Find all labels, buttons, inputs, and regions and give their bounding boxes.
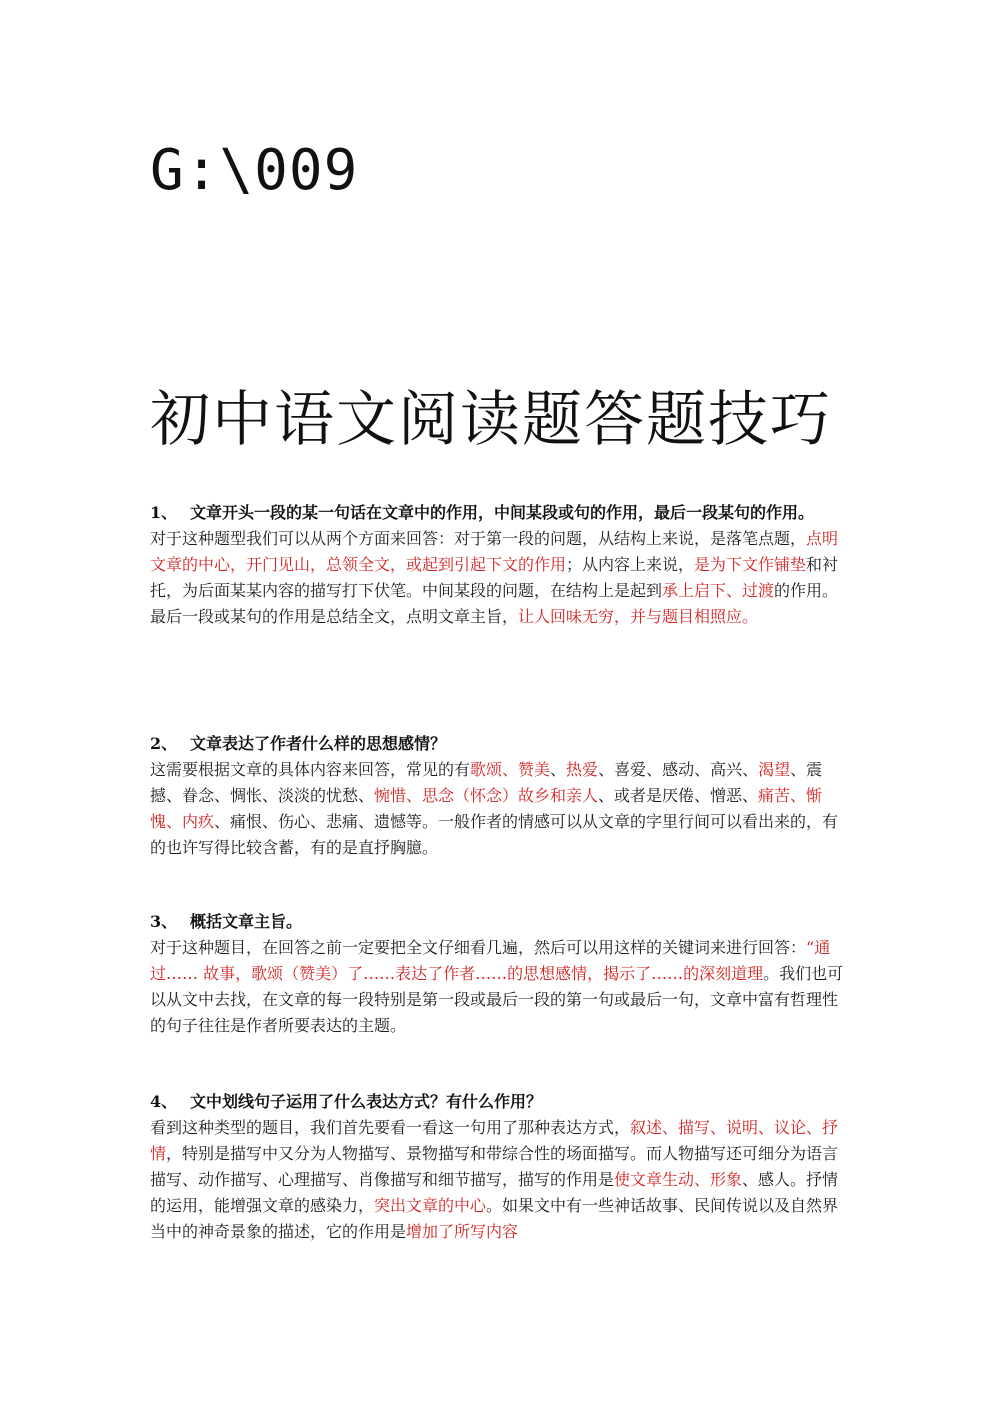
highlighted-text: “通过…… 故事，歌颂（赞美）了……表达了作者……的思想感情，揭示了……的深刻道理 (150, 938, 831, 983)
body-text: 。我们也可以从文中去找，在文章的每一段特别是第一段或最后一段的第一句或最后一句，文章中富有哲理性的句子往往是作者所要表达的主题。 (150, 964, 844, 1035)
section-heading-text: 文章开头一段的某一句话在文章中的作用，中间某段或句的作用，最后一段某句的作用。 (190, 503, 815, 522)
section-body (150, 757, 850, 861)
highlighted-text: 是为下文作铺垫 (694, 555, 807, 574)
highlighted-text: 惋惜、思念（怀念）故乡和亲人 (374, 786, 599, 805)
section-heading (150, 500, 850, 526)
highlighted-text: 承上启下、过渡 (662, 581, 775, 600)
body-text: 、 (550, 760, 567, 779)
highlighted-text: 叙述、描写、说明、议论、抒情 (150, 1118, 839, 1163)
body-text: ，特别是描写中又分为人物描写、景物描写和带综合性的场面描写。而人物描写还可细分为语言描写、动作描写、心理描写、肖像描写和细节描写，描写的作用是 (150, 1144, 839, 1189)
highlighted-text: 热爱 (566, 760, 599, 779)
section-number: 1、 (150, 503, 178, 522)
section-1 (150, 500, 850, 630)
highlighted-text: 渴望 (758, 760, 791, 779)
section-heading (150, 1089, 850, 1115)
highlighted-text: 让人回味无穷，并与题目相照应。 (518, 607, 759, 626)
section-heading (150, 909, 850, 935)
section-heading-text: 概括文章主旨。 (190, 912, 303, 931)
section-3 (150, 909, 850, 1039)
highlighted-text: 点明文章的中心，开门见山，总领全文，或起到引起下文的作用 (150, 529, 839, 574)
highlighted-text: 增加了所写内容 (406, 1222, 519, 1241)
highlighted-text: 突出文章的中心 (374, 1196, 487, 1215)
document-code: G:\009 (150, 138, 359, 203)
section-body (150, 1115, 850, 1245)
body-text: ；从内容上来说， (566, 555, 695, 574)
body-text: 、痛恨、伤心、悲痛、遗憾等。一般作者的情感可以从文章的字里行间可以看出来的，有的也许写得比较含蓄，有的是直抒胸臆。 (150, 812, 839, 857)
body-text: 和衬托，为后面某某内容的描写打下伏笔。中间某段的问题，在结构上是起到 (150, 555, 839, 600)
section-number: 4、 (150, 1092, 178, 1111)
body-text: 看到这种类型的题目，我们首先要看一看这一句用了那种表达方式， (150, 1118, 631, 1137)
body-text: 、感人。抒情的运用，能增强文章的感染力， (150, 1170, 839, 1215)
document-title: 初中语文阅读题答题技巧 (150, 385, 832, 455)
section-body (150, 935, 850, 1039)
body-text: 这需要根据文章的具体内容来回答，常见的有 (150, 760, 471, 779)
section-heading (150, 731, 850, 757)
body-text: 对于这种题型我们可以从两个方面来回答：对于第一段的问题，从结构上来说，是落笔点题， (150, 529, 807, 548)
section-number: 3、 (150, 912, 178, 931)
body-text: 、或者是厌倦、憎恶、 (598, 786, 759, 805)
highlighted-text: 使文章生动、形象 (614, 1170, 743, 1189)
section-number: 2、 (150, 734, 178, 753)
section-heading-text: 文中划线句子运用了什么表达方式？有什么作用？ (190, 1092, 543, 1111)
highlighted-text: 歌颂、赞美 (470, 760, 551, 779)
body-text: 对于这种题目，在回答之前一定要把全文仔细看几遍，然后可以用这样的关键词来进行回答： (150, 938, 807, 957)
body-text: 的作用。最后一段或某句的作用是总结全文，点明文章主旨， (150, 581, 839, 626)
body-text: 。如果文中有一些神话故事、民间传说以及自然界当中的神奇景象的描述，它的作用是 (150, 1196, 839, 1241)
body-text: 、喜爱、感动、高兴、 (598, 760, 759, 779)
section-body (150, 526, 850, 630)
highlighted-text: 痛苦、惭愧、内疚 (150, 786, 823, 831)
section-4 (150, 1089, 850, 1245)
section-2 (150, 731, 850, 861)
section-heading-text: 文章表达了作者什么样的思想感情？ (190, 734, 447, 753)
body-text: 、震撼、眷念、惆怅、淡淡的忧愁、 (150, 760, 823, 805)
